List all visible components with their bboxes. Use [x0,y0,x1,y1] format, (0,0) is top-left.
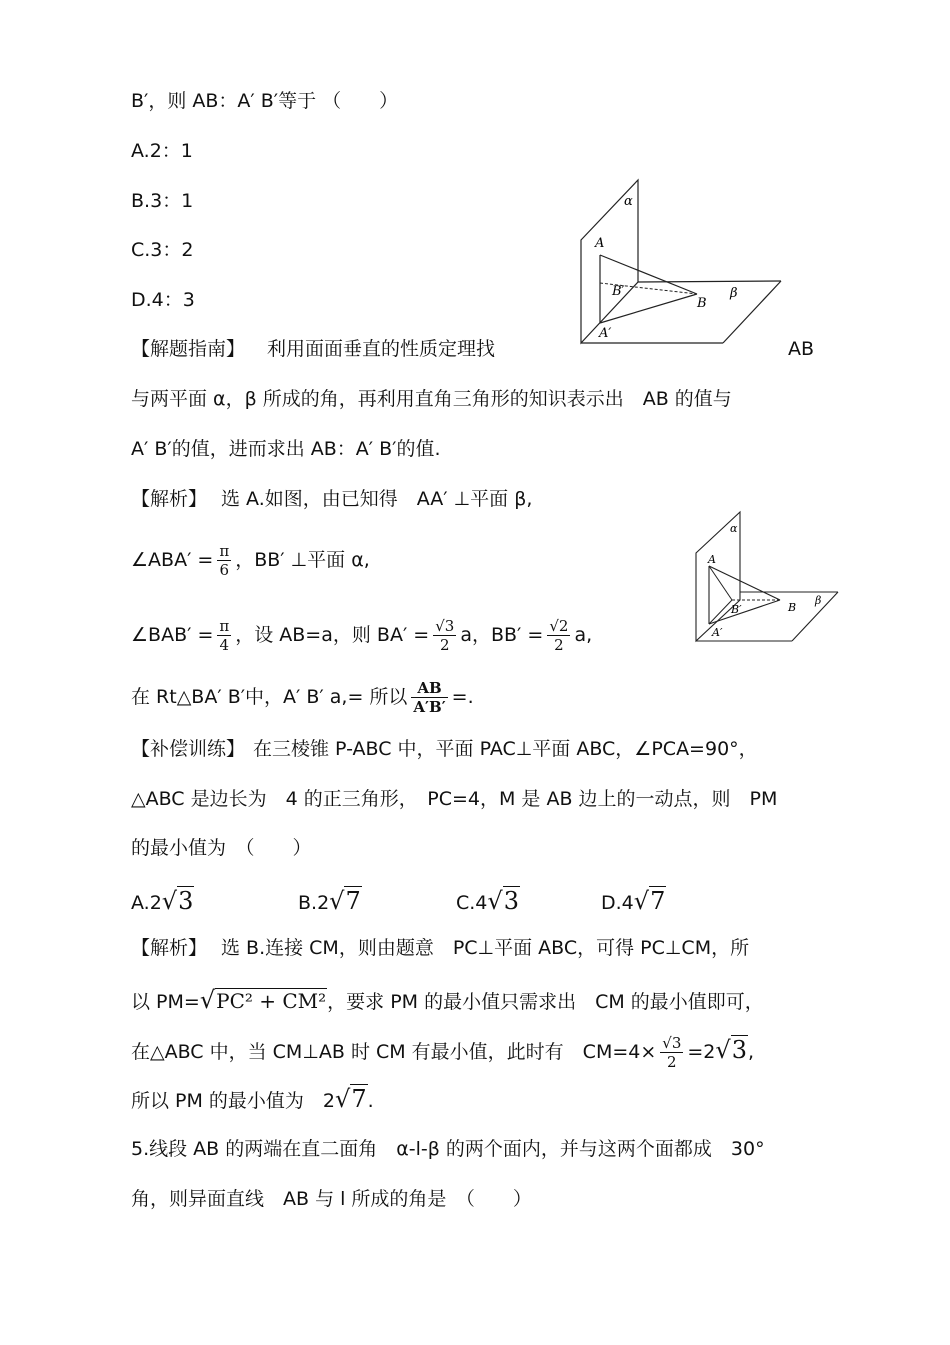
fig2-label-beta: β [815,594,822,607]
fraction-pi-over-4: $\frac{\pi}{4}$ [219,617,230,654]
q4-option-d: D.4：3 [131,289,195,311]
extra-line-2: △ABC 是边长为 4 的正三角形， PC=4，M 是 AB 边上的一动点，则 PM [131,788,778,810]
q5-line-1: 5.线段 AB 的两端在直二面角 α-l-β 的两个面内，并与这两个面都成 30° [131,1138,765,1160]
fraction-sqrt2-over-2: $\frac{√2}{2}$ [549,617,569,654]
fig2-label-b: B [788,601,797,614]
extra-line-1: 【补偿训练】 在三棱锥 P-ABC 中，平面 PAC⊥平面 ABC，∠PCA=90°， [131,738,758,760]
q4-solution-line-2: ∠ABA′ = $\frac{\pi}{6}$ ，BB′ ⊥平面 α, [131,542,370,579]
q4-option-a: A.2：1 [131,140,193,162]
q4-option-c: C.3：2 [131,239,194,261]
extra-option-c: C.4√3 [456,887,519,915]
q4-stem-tail: B′，则 AB：A′ B′等于 （ ） [131,90,399,112]
fig2-label-a: A [708,553,716,566]
q4-guide-line-1-end: AB [788,338,815,360]
fraction-ab-over-aprime-bprime: $\frac{AB}{A'B'}$ [413,679,446,716]
q4-solution-line-1: 【解析】 选 A.如图，由已知得 AA′ ⊥平面 β, [131,488,533,510]
extra-solution-line-2: 以 PM=√PC² + CM²，要求 PM 的最小值只需求出 CM 的最小值即可， [131,986,764,1014]
fig1-label-alpha: α [624,194,633,209]
fig1-label-b: B [697,296,707,311]
extra-option-b: B.2√7 [298,887,361,915]
extra-option-a: A.2√3 [131,887,194,915]
q4-guide-line-1: 【解题指南】 利用面面垂直的性质定理找 [131,338,496,360]
fig1-label-bprime: B′ [612,284,625,299]
fig2-label-aprime: A′ [712,626,723,639]
q4-option-b: B.3：1 [131,190,194,212]
fraction-sqrt3-over-2-b: $\frac{√3}{2}$ [662,1034,682,1071]
q4-guide-line-3: A′ B′的值，进而求出 AB：A′ B′的值. [131,438,441,460]
extra-solution-line-3: 在△ABC 中，当 CM⊥AB 时 CM 有最小值，此时有 CM=4× $\frac{√3}{2}$ =2√3, [131,1034,755,1071]
fig2-label-bprime: B′ [731,603,742,616]
q4-solution-line-3: ∠BAB′ = $\frac{\pi}{4}$ ，设 AB=a，则 BA′ = $\frac{√3}{2}$ a，BB′ = $\frac{√2}{2}$ a, [131,617,593,654]
fraction-sqrt3-over-2: $\frac{√3}{2}$ [435,617,455,654]
extra-solution-line-1: 【解析】 选 B.连接 CM，则由题意 PC⊥平面 ABC，可得 PC⊥CM，所 [131,937,750,959]
fig1-label-aprime: A′ [599,326,612,341]
q5-line-2: 角，则异面直线 AB 与 l 所成的角是 （ ） [131,1188,532,1210]
extra-option-d: D.4√7 [601,887,666,915]
extra-solution-line-4: 所以 PM 的最小值为 2√7. [131,1085,374,1113]
fig1-label-a: A [595,236,605,251]
dihedral-figure-1 [575,175,825,345]
fraction-pi-over-6: $\frac{\pi}{6}$ [219,542,230,579]
q4-guide-line-2: 与两平面 α，β 所成的角，再利用直角三角形的知识表示出 AB 的值与 [131,388,732,410]
extra-line-3: 的最小值为 （ ） [131,837,312,859]
fig2-label-alpha: α [730,522,738,535]
fig1-label-beta: β [730,286,738,301]
dihedral-figure-2 [692,508,842,643]
q4-solution-line-4: 在 Rt△BA′ B′中，A′ B′ a,= 所以 $\frac{AB}{A'B'}$ =. [131,679,474,716]
